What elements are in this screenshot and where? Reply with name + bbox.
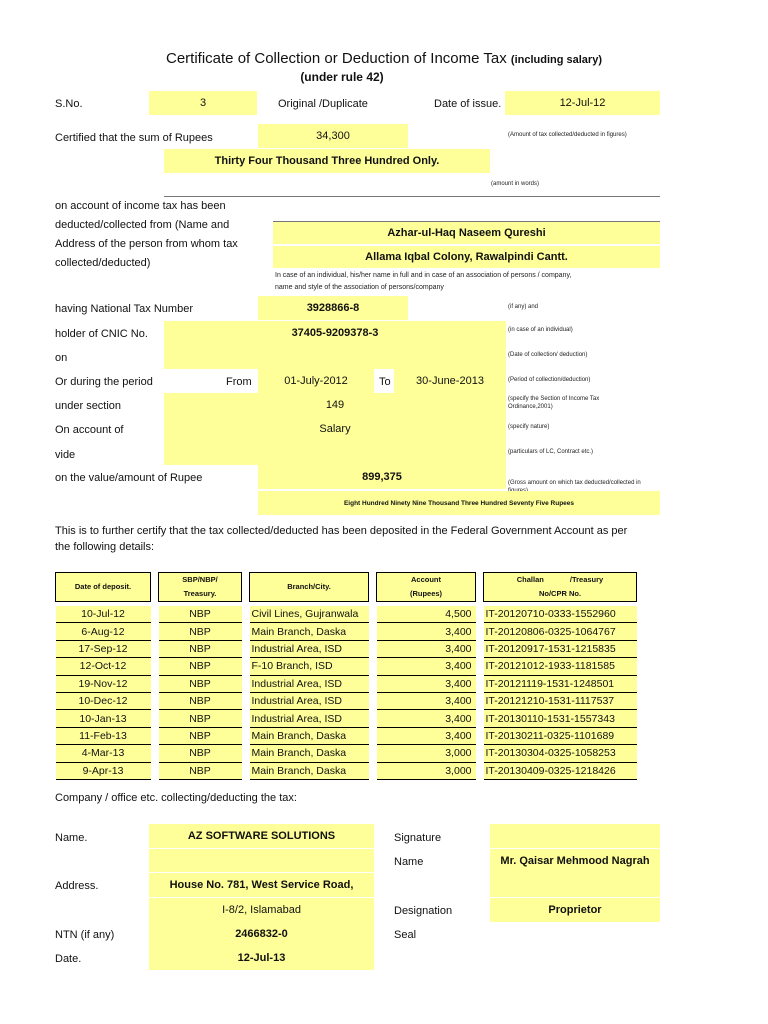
- table-gap: [369, 727, 377, 744]
- payee-address-field[interactable]: Allama Iqbal Colony, Rawalpindi Cantt.: [273, 246, 660, 268]
- table-gap: [476, 640, 484, 657]
- table-gap: [476, 658, 484, 675]
- cnic-field[interactable]: 37405-9209378-3: [164, 321, 506, 345]
- deposit-amount[interactable]: 3,000: [377, 762, 476, 779]
- company-name-label: Name.: [55, 832, 88, 844]
- deposit-bank[interactable]: NBP: [159, 727, 242, 744]
- deposit-amount[interactable]: 3,400: [377, 710, 476, 727]
- table-gap: [476, 606, 484, 623]
- deposit-date[interactable]: 9-Apr-13: [56, 762, 151, 779]
- company-address-field-2[interactable]: I-8/2, Islamabad: [149, 898, 374, 922]
- cnic-note: (in case of an individual): [508, 327, 573, 333]
- table-row: [56, 762, 637, 779]
- account-note: [275, 270, 571, 294]
- table-gap: [242, 658, 250, 675]
- signer-blank-field[interactable]: [490, 873, 660, 897]
- table-gap: [369, 675, 377, 692]
- table-row: [56, 727, 637, 744]
- value-field[interactable]: 899,375: [258, 465, 506, 489]
- table-row: [56, 658, 637, 675]
- table-gap: [476, 573, 484, 602]
- account-label-line: on account of income tax has been: [55, 200, 226, 212]
- deposit-bank[interactable]: NBP: [159, 692, 242, 709]
- account-note-line: name and style of the association of persons/company: [275, 284, 444, 291]
- value-note-line: (Gross amount on which tax deducted/collected in: [508, 480, 641, 486]
- deposit-branch[interactable]: Main Branch, Daska: [250, 745, 369, 762]
- account-label-block: [55, 197, 238, 273]
- company-address-label: Address.: [55, 880, 99, 892]
- deposit-branch[interactable]: Industrial Area, ISD: [250, 710, 369, 727]
- table-gap: [476, 710, 484, 727]
- signer-name-label: Name: [394, 856, 424, 868]
- vide-field[interactable]: [164, 441, 506, 465]
- deposit-branch[interactable]: F-10 Branch, ISD: [250, 658, 369, 675]
- table-row: [56, 675, 637, 692]
- header-challan-line: No/CPR No.: [538, 589, 582, 598]
- cnic-label: holder of CNIC No.: [55, 328, 148, 340]
- deposit-bank[interactable]: NBP: [159, 745, 242, 762]
- account-note-line: In case of an individual, his/her name in full and in case of an association of persons / company,: [275, 272, 572, 279]
- from-field[interactable]: 01-July-2012: [258, 369, 374, 393]
- header-branch: Branch/City.: [250, 573, 369, 602]
- deposits-body: [56, 606, 637, 779]
- on-label: on: [55, 352, 68, 364]
- deposit-date[interactable]: 10-Jan-13: [56, 710, 151, 727]
- period-label: Or during the period: [55, 376, 153, 388]
- header-account-line: Account: [411, 575, 441, 584]
- table-row: [56, 623, 637, 640]
- ntn-note: (if any) and: [508, 304, 539, 310]
- signature-field[interactable]: [490, 824, 660, 848]
- further-certify-text: [55, 523, 695, 555]
- deposit-branch[interactable]: Main Branch, Daska: [250, 623, 369, 640]
- table-gap: [369, 692, 377, 709]
- deposit-date[interactable]: 6-Aug-12: [56, 623, 151, 640]
- table-gap: [242, 573, 250, 602]
- header-bank-line: SBP/NBP/: [182, 575, 218, 584]
- company-date-label: Date.: [55, 953, 82, 965]
- deposit-amount[interactable]: 3,400: [377, 692, 476, 709]
- sum-label: Certified that the sum of Rupees: [55, 132, 213, 144]
- section-field[interactable]: 149: [164, 393, 506, 417]
- period-note: (Period of collection/deduction): [508, 377, 591, 383]
- table-gap: [476, 623, 484, 640]
- table-gap: [476, 692, 484, 709]
- deposit-date[interactable]: 17-Sep-12: [56, 640, 151, 657]
- value-label: on the value/amount of Rupee: [55, 472, 203, 484]
- table-gap: [151, 675, 159, 692]
- table-gap: [242, 745, 250, 762]
- words-line: [164, 196, 660, 197]
- section-note: [508, 395, 599, 411]
- company-ntn-label: NTN (if any): [55, 929, 115, 941]
- table-gap: [369, 710, 377, 727]
- deposit-bank[interactable]: NBP: [159, 623, 242, 640]
- deposit-amount[interactable]: 3,400: [377, 623, 476, 640]
- deposit-date[interactable]: 4-Mar-13: [56, 745, 151, 762]
- sno-label: S.No.: [55, 98, 83, 110]
- ntn-label: having National Tax Number: [55, 303, 193, 315]
- deposits-table: [55, 572, 637, 780]
- company-heading: Company / office etc. collecting/deducting the tax:: [55, 792, 297, 804]
- designation-field[interactable]: Proprietor: [490, 898, 660, 922]
- deposit-branch[interactable]: Main Branch, Daska: [250, 762, 369, 779]
- on-account-label: On account of: [55, 424, 124, 436]
- on-date-field[interactable]: [164, 345, 506, 369]
- date-of-issue-label: Date of issue.: [434, 98, 502, 110]
- table-gap: [242, 623, 250, 640]
- header-account: [377, 573, 476, 602]
- deposit-bank[interactable]: NBP: [159, 762, 242, 779]
- value-words-field[interactable]: Eight Hundred Ninety Nine Thousand Three Hundred Seventy Five Rupees: [258, 491, 660, 515]
- deposit-date[interactable]: 11-Feb-13: [56, 727, 151, 744]
- table-row: [56, 745, 637, 762]
- deposit-branch[interactable]: Industrial Area, ISD: [250, 692, 369, 709]
- company-blank-field[interactable]: [149, 849, 374, 872]
- table-gap: [369, 745, 377, 762]
- certificate-title: [0, 50, 768, 67]
- header-challan-part: Challan: [516, 575, 544, 584]
- deposit-challan[interactable]: IT-20120710-0333-1552960: [484, 606, 637, 623]
- deposit-branch[interactable]: Industrial Area, ISD: [250, 675, 369, 692]
- vide-note: (particulars of LC, Contract etc.): [508, 449, 594, 455]
- sum-field[interactable]: 34,300: [258, 124, 408, 148]
- to-field[interactable]: 30-June-2013: [394, 369, 506, 393]
- further-line: the following details:: [55, 541, 155, 553]
- deposit-branch[interactable]: Industrial Area, ISD: [250, 640, 369, 657]
- header-date: Date of deposit.: [56, 573, 151, 602]
- table-gap: [151, 692, 159, 709]
- on-account-field[interactable]: Salary: [164, 417, 506, 441]
- deposit-amount[interactable]: 3,000: [377, 745, 476, 762]
- deposit-challan[interactable]: IT-20121210-1531-1117537: [484, 692, 637, 709]
- deposit-bank[interactable]: NBP: [159, 640, 242, 657]
- signer-name-field[interactable]: Mr. Qaisar Mehmood Nagrah: [490, 849, 660, 873]
- deposit-challan[interactable]: IT-20130110-1531-1557343: [484, 710, 637, 727]
- account-label-line: deducted/collected from (Name and: [55, 219, 230, 231]
- deposits-header-row: [56, 573, 637, 602]
- table-gap: [151, 623, 159, 640]
- company-date-field[interactable]: 12-Jul-13: [149, 946, 374, 970]
- company-address-field-1[interactable]: House No. 781, West Service Road,: [149, 873, 374, 897]
- deposit-challan[interactable]: IT-20130304-0325-1058253: [484, 745, 637, 762]
- deposit-bank[interactable]: NBP: [159, 658, 242, 675]
- table-gap: [476, 762, 484, 779]
- company-ntn-field[interactable]: 2466832-0: [149, 922, 374, 946]
- payee-name-field[interactable]: Azhar-ul-Haq Naseem Qureshi: [273, 222, 660, 244]
- deposit-date[interactable]: 10-Jul-12: [56, 606, 151, 623]
- table-row: [56, 692, 637, 709]
- table-gap: [151, 640, 159, 657]
- section-note-line: (specify the Section of Income Tax: [508, 396, 600, 402]
- deposit-branch[interactable]: Civil Lines, Gujranwala: [250, 606, 369, 623]
- header-bank: [159, 573, 242, 602]
- deposit-challan[interactable]: IT-20130409-0325-1218426: [484, 762, 637, 779]
- table-gap: [242, 762, 250, 779]
- date-of-issue-field[interactable]: 12-Jul-12: [505, 91, 660, 115]
- deposit-amount[interactable]: 4,500: [377, 606, 476, 623]
- company-name-field[interactable]: AZ SOFTWARE SOLUTIONS: [149, 824, 374, 848]
- deposit-amount[interactable]: 3,400: [377, 727, 476, 744]
- deposit-challan[interactable]: IT-20121119-1531-1248501: [484, 675, 637, 692]
- table-gap: [476, 675, 484, 692]
- deposit-date[interactable]: 12-Oct-12: [56, 658, 151, 675]
- deposit-challan[interactable]: IT-20120806-0325-1064767: [484, 623, 637, 640]
- deposit-bank[interactable]: NBP: [159, 606, 242, 623]
- deposit-bank[interactable]: NBP: [159, 675, 242, 692]
- table-gap: [151, 710, 159, 727]
- deposit-challan[interactable]: IT-20121012-1933-1181585: [484, 658, 637, 675]
- table-gap: [151, 727, 159, 744]
- deposit-branch[interactable]: Main Branch, Daska: [250, 727, 369, 744]
- deposit-bank[interactable]: NBP: [159, 710, 242, 727]
- account-label-line: collected/deducted): [55, 257, 151, 269]
- table-gap: [242, 606, 250, 623]
- table-gap: [151, 762, 159, 779]
- signature-label: Signature: [394, 832, 442, 844]
- table-gap: [242, 640, 250, 657]
- header-challan-line: [484, 573, 636, 587]
- to-label: To: [379, 376, 391, 388]
- original-duplicate-label: Original /Duplicate: [278, 98, 368, 110]
- vide-label: vide: [55, 449, 76, 461]
- title-suffix: (including salary): [510, 54, 602, 66]
- from-label: From: [226, 376, 252, 388]
- header-challan-part: /Treasury: [569, 575, 604, 584]
- table-gap: [151, 573, 159, 602]
- certificate-subtitle: (under rule 42): [300, 70, 384, 84]
- table-gap: [369, 623, 377, 640]
- table-gap: [369, 762, 377, 779]
- table-row: [56, 710, 637, 727]
- table-gap: [242, 710, 250, 727]
- deposit-amount[interactable]: 3,400: [377, 640, 476, 657]
- seal-label: Seal: [394, 929, 417, 941]
- section-note-line: Ordinance,2001): [508, 404, 553, 410]
- account-label-line: Address of the person from whom tax: [55, 238, 238, 250]
- header-bank-line: Treasury.: [183, 589, 217, 598]
- deposit-amount[interactable]: 3,400: [377, 675, 476, 692]
- table-gap: [151, 606, 159, 623]
- on-note: (Date of collection/ deduction): [508, 352, 588, 358]
- ntn-field[interactable]: 3928866-8: [258, 296, 408, 320]
- table-row: [56, 640, 637, 657]
- table-gap: [476, 727, 484, 744]
- deposit-challan[interactable]: IT-20130211-0325-1101689: [484, 727, 637, 744]
- table-gap: [242, 692, 250, 709]
- designation-label: Designation: [394, 905, 453, 917]
- sno-field[interactable]: 3: [149, 91, 257, 115]
- on-account-note: (specify nature): [508, 424, 550, 430]
- sum-figures-note: (Amount of tax collected/deducted in figures): [508, 132, 627, 138]
- table-gap: [369, 573, 377, 602]
- table-gap: [242, 727, 250, 744]
- table-gap: [151, 658, 159, 675]
- section-label: under section: [55, 400, 122, 412]
- deposit-amount[interactable]: 3,400: [377, 658, 476, 675]
- deposit-challan[interactable]: IT-20120917-1531-1215835: [484, 640, 637, 657]
- sum-words-note: (amount in words): [491, 181, 540, 187]
- table-gap: [242, 675, 250, 692]
- table-gap: [369, 606, 377, 623]
- table-gap: [151, 745, 159, 762]
- title-main: Certificate of Collection or Deduction of Income Tax: [166, 50, 507, 67]
- table-gap: [476, 745, 484, 762]
- sum-words-field[interactable]: Thirty Four Thousand Three Hundred Only.: [164, 149, 490, 173]
- deposit-date[interactable]: 19-Nov-12: [56, 675, 151, 692]
- header-challan: [484, 573, 637, 602]
- further-line: This is to further certify that the tax collected/deducted has been deposited in the Federal Government Account as per: [55, 525, 628, 537]
- deposit-date[interactable]: 10-Dec-12: [56, 692, 151, 709]
- table-gap: [369, 658, 377, 675]
- table-gap: [369, 640, 377, 657]
- table-row: [56, 606, 637, 623]
- header-account-line: (Rupees): [409, 589, 443, 598]
